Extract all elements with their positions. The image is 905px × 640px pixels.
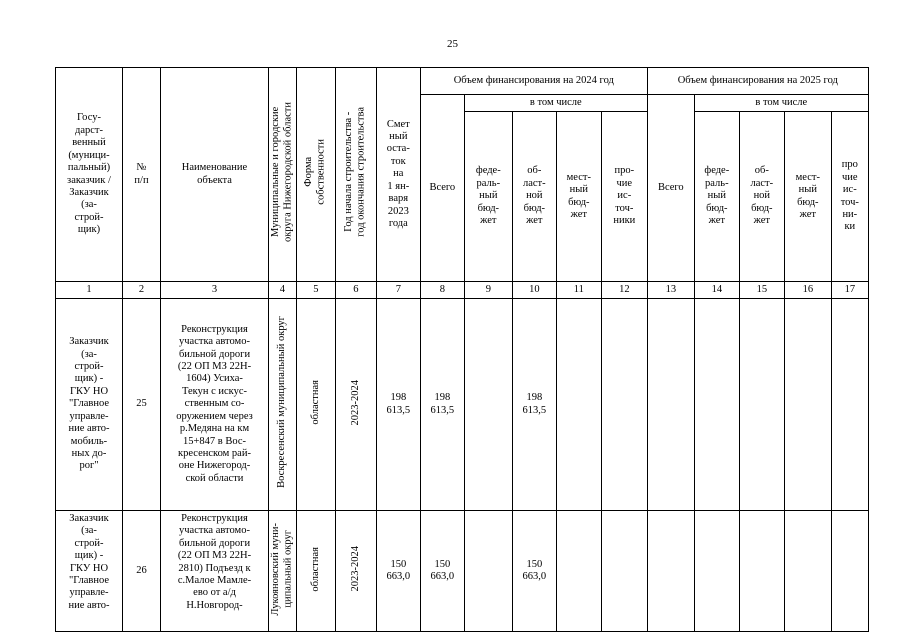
federal-2025-cell (694, 511, 739, 632)
column-number: 13 (647, 282, 694, 299)
object-name-text: Реконструкция участка автомо- бильной дороги (22 ОП МЗ 22Н- 2810) Подъезд к с.Малое Мамле- ево от а/д Н.Новгород- (177, 513, 252, 611)
years-cell (335, 511, 376, 632)
customer-cell (56, 511, 123, 632)
page-number: 25 (447, 38, 458, 50)
column-number: 4 (269, 282, 297, 299)
local-2024-cell (556, 299, 601, 511)
header-federal-2025: феде- раль- ный бюд- жет (694, 112, 739, 282)
object-name-cell (161, 511, 269, 632)
column-number: 6 (335, 282, 376, 299)
column-number: 1 (56, 282, 123, 299)
customer-text: Заказчик (за- строй- щик) - ГКУ НО "Главное управле- ние авто- (68, 513, 110, 611)
column-number: 15 (739, 282, 784, 299)
header-local-2025: мест- ный бюд- жет (784, 112, 831, 282)
header-group-2025: Объем финансирования на 2025 год (647, 68, 868, 95)
table-row (56, 299, 869, 511)
other-2025-cell (831, 299, 868, 511)
header-ownership: Форма собственности (303, 139, 327, 206)
financing-table (55, 67, 869, 632)
federal-2024-cell (464, 511, 512, 632)
remaining-cell: 150 663,0 (376, 511, 420, 632)
total-2024-cell: 198 613,5 (420, 299, 464, 511)
other-2025-cell (831, 511, 868, 632)
column-number: 12 (601, 282, 647, 299)
district-cell (269, 511, 297, 632)
table-row (56, 511, 869, 632)
header-years-cell (335, 68, 376, 282)
other-2024-cell (601, 299, 647, 511)
header-other-2025: про чие ис- точ- ни- ки (831, 112, 868, 282)
column-number: 10 (512, 282, 556, 299)
years-text: 2023-2024 (349, 546, 361, 592)
header-district: Муниципальные и городские округа Нижегородской области (270, 102, 294, 243)
district-text: Воскресенский муниципальный округ (276, 316, 288, 489)
column-number: 17 (831, 282, 868, 299)
regional-2025-cell (739, 511, 784, 632)
ownership-text: областная (309, 380, 321, 425)
column-number: 9 (464, 282, 512, 299)
district-text: Лукояновский муни- ципальный округ (270, 522, 294, 616)
total-2024-cell: 150 663,0 (420, 511, 464, 632)
ownership-cell (296, 299, 335, 511)
header-row-1 (56, 68, 869, 95)
header-remaining: Смет ный оста- ток на 1 ян- варя 2023 года (376, 68, 420, 282)
header-other-2024: про- чие ис- точ- ники (601, 112, 647, 282)
header-customer: Госу- дарст- венный (муници- пальный) заказчик / Заказчик (за- строй- щик) (56, 68, 123, 282)
header-local-2024: мест- ный бюд- жет (556, 112, 601, 282)
regional-2025-cell (739, 299, 784, 511)
row-number: 26 (123, 511, 161, 632)
regional-2024-cell: 198 613,5 (512, 299, 556, 511)
column-number: 5 (296, 282, 335, 299)
header-object-name: Наименование объекта (161, 68, 269, 282)
column-number: 11 (556, 282, 601, 299)
header-total-2025: Всего (647, 95, 694, 282)
federal-2025-cell (694, 299, 739, 511)
years-text: 2023-2024 (349, 379, 361, 426)
header-district-cell (269, 68, 297, 282)
column-number: 8 (420, 282, 464, 299)
column-number: 14 (694, 282, 739, 299)
local-2025-cell (784, 511, 831, 632)
federal-2024-cell (464, 299, 512, 511)
header-federal-2024: феде- раль- ный бюд- жет (464, 112, 512, 282)
header-in-total-2024: в том числе (464, 95, 647, 112)
header-years: Год начала строительства - год окончания строительства (343, 107, 367, 238)
header-group-2024: Объем финансирования на 2024 год (420, 68, 647, 95)
header-regional-2024: об- ласт- ной бюд- жет (512, 112, 556, 282)
other-2024-cell (601, 511, 647, 632)
total-2025-cell (647, 299, 694, 511)
remaining-cell: 198 613,5 (376, 299, 420, 511)
header-ownership-cell (296, 68, 335, 282)
column-number: 7 (376, 282, 420, 299)
district-cell (269, 299, 297, 511)
ownership-cell (296, 511, 335, 632)
local-2024-cell (556, 511, 601, 632)
local-2025-cell (784, 299, 831, 511)
object-name-cell: Реконструкция участка автомо- бильной дороги (22 ОП МЗ 22Н- 1604) Усиха- Текун с искус- ственным со- оружением через р.Медяна на км 15+847 в Вос- кресенском рай- оне Нижегород- ской области (161, 299, 269, 511)
years-cell (335, 299, 376, 511)
row-number: 25 (123, 299, 161, 511)
header-total-2024: Всего (420, 95, 464, 282)
total-2025-cell (647, 511, 694, 632)
column-number: 2 (123, 282, 161, 299)
column-number: 16 (784, 282, 831, 299)
regional-2024-cell: 150 663,0 (512, 511, 556, 632)
header-number: № п/п (123, 68, 161, 282)
header-regional-2025: об- ласт- ной бюд- жет (739, 112, 784, 282)
ownership-text: областная (309, 546, 321, 592)
customer-cell: Заказчик (за- строй- щик) - ГКУ НО "Главное управле- ние авто- мобиль- ных до- рог" (56, 299, 123, 511)
column-number-row (56, 282, 869, 299)
header-in-total-2025: в том числе (694, 95, 868, 112)
column-number: 3 (161, 282, 269, 299)
